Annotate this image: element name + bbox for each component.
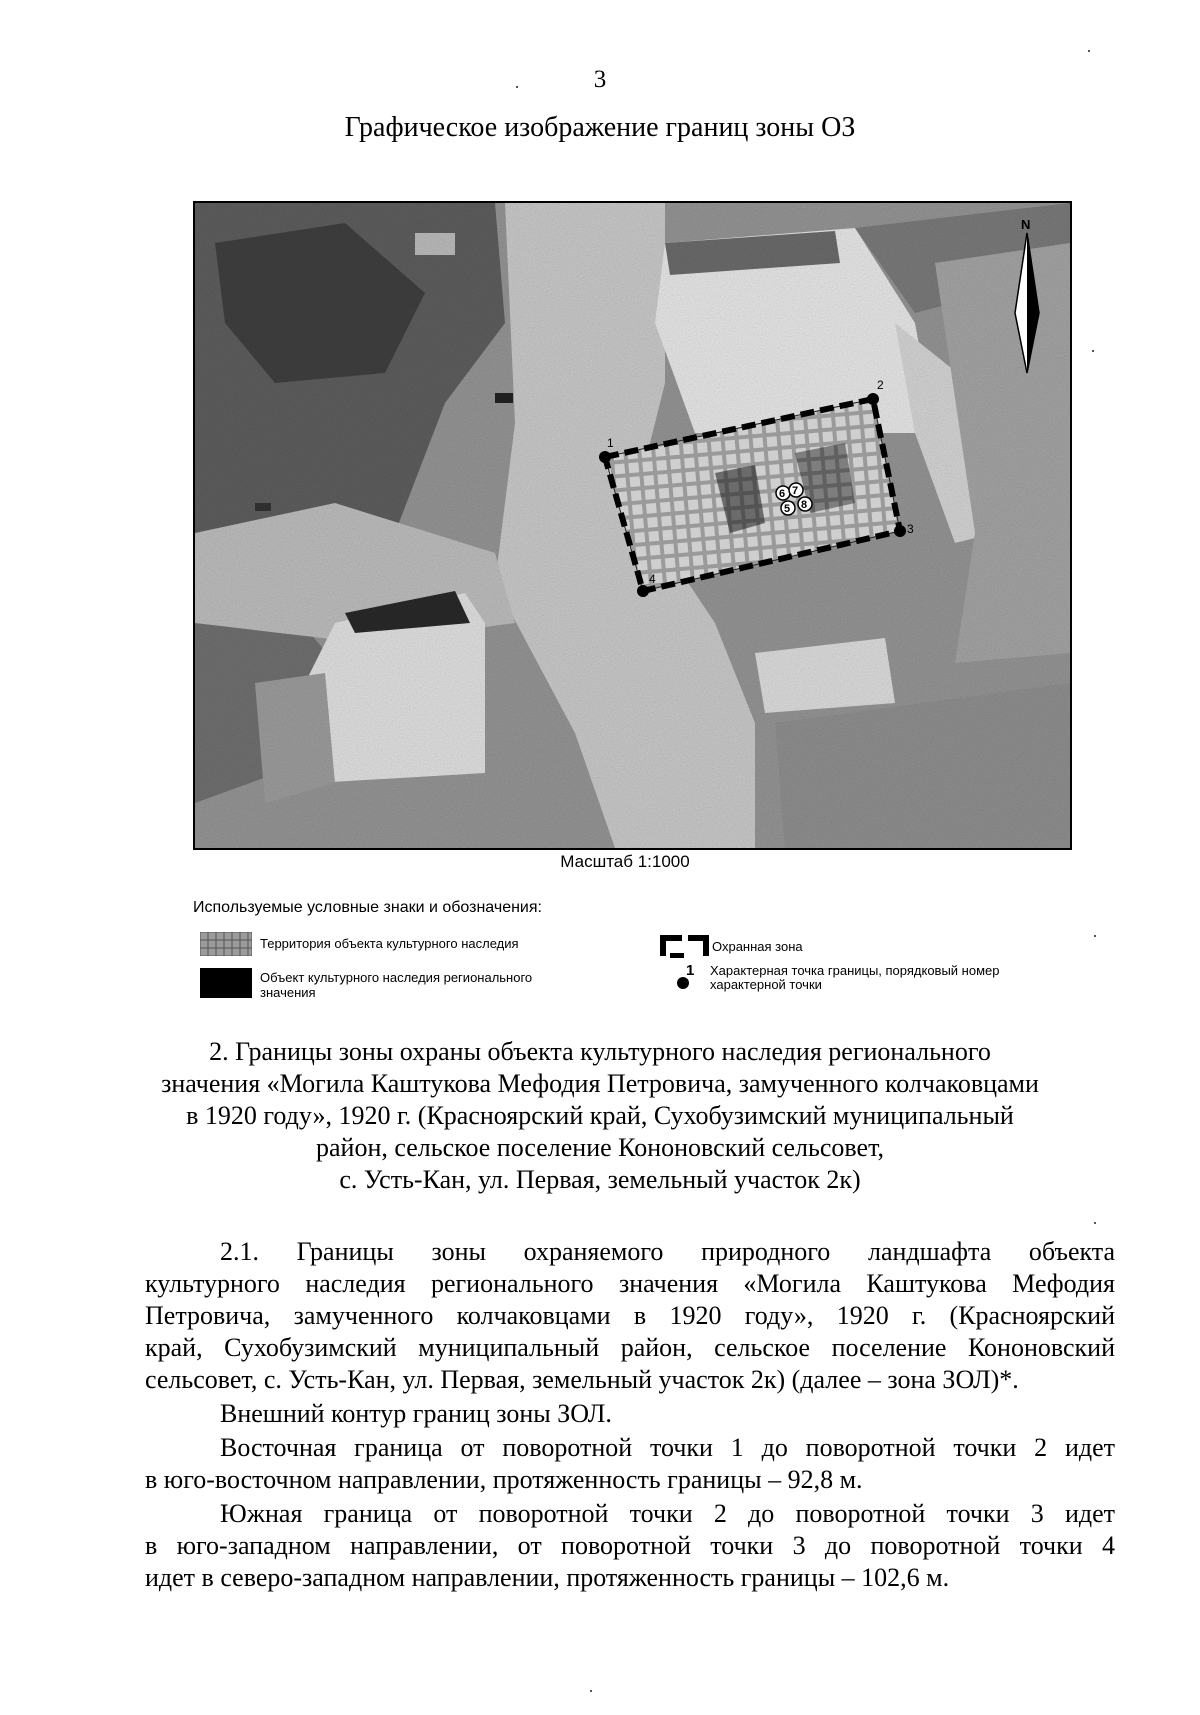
section-heading <box>140 1036 1060 1196</box>
scan-speck <box>516 86 518 88</box>
paragraph-east-boundary <box>145 1432 1115 1496</box>
legend-label-line2: значения <box>260 985 316 1000</box>
point-label: 1 <box>607 436 614 450</box>
point-label: 8 <box>801 499 808 511</box>
scan-speck <box>1088 50 1090 52</box>
aerial-map <box>193 201 1072 850</box>
hatched-grid-icon <box>200 932 252 959</box>
legend-item-point <box>672 962 1032 998</box>
paragraph-line: край, Сухобузимский муниципальный район, сельское поселение Кононовский <box>145 1333 1115 1362</box>
legend-item-heritage-object <box>200 968 620 1004</box>
page-title: Графическое изображение границ зоны ОЗ <box>344 112 856 143</box>
paragraph-line: Внешний контур границ зоны ЗОЛ. <box>220 1399 612 1428</box>
point-7 <box>789 483 803 497</box>
heading-line: в 1920 году», 1920 г. (Красноярский край, Сухобузимский муниципальный <box>186 1101 1014 1130</box>
legend-label: Охранная зона <box>712 939 803 954</box>
legend-item-protected-zone <box>660 932 960 958</box>
heading-line: 2. Границы зоны охраны объекта культурного наследия регионального <box>209 1037 991 1066</box>
scan-speck <box>590 1690 592 1692</box>
point-label: 6 <box>779 488 786 500</box>
legend-point-sample: 1 <box>686 962 695 979</box>
point-label: 4 <box>649 572 656 586</box>
paragraph-line: Южная граница от поворотной точки 2 до поворотной точки 3 идет <box>220 1499 1115 1528</box>
legend-title: Используемые условные знаки и обозначения: <box>193 899 542 916</box>
point-8 <box>798 497 812 511</box>
point-6 <box>776 486 790 500</box>
black-rectangle-icon <box>200 968 252 1001</box>
paragraph-line: культурного наследия регионального значения «Могила Каштукова Мефодия <box>145 1269 1115 1298</box>
heading-line: значения «Могила Каштукова Мефодия Петровича, замученного колчаковцами <box>161 1069 1039 1098</box>
point-label: 5 <box>784 503 791 515</box>
point-label: 3 <box>907 522 914 536</box>
map-scale: Масштаб 1:1000 <box>560 852 690 871</box>
heading-line: с. Усть-Кан, ул. Первая, земельный участок 2к) <box>339 1165 861 1194</box>
legend-label-line1: Объект культурного наследия регионального <box>260 970 533 985</box>
legend-item-territory <box>200 932 620 956</box>
point-label: 2 <box>877 378 884 392</box>
north-label: N <box>1021 217 1031 232</box>
point-5 <box>781 501 795 515</box>
scan-speck <box>1094 1222 1096 1224</box>
paragraph-2-1 <box>145 1236 1115 1396</box>
boundary-line-icon <box>660 932 710 961</box>
paragraph-outer-contour <box>145 1398 1115 1430</box>
scan-speck <box>1092 350 1094 352</box>
paragraph-line: 2.1. Границы зоны охраняемого природного ландшафта объекта <box>220 1237 1115 1266</box>
paragraph-line: Восточная граница от поворотной точки 1 до поворотной точки 2 идет <box>220 1433 1115 1462</box>
legend-label-line1: Характерная точка границы, порядковый номер <box>710 963 1000 978</box>
paragraph-line: сельсовет, с. Усть-Кан, ул. Первая, земельный участок 2к) (далее – зона ЗОЛ)*. <box>145 1365 1019 1394</box>
paragraph-line: Петровича, замученного колчаковцами в 1920 году», 1920 г. (Красноярский <box>145 1301 1115 1330</box>
paragraph-south-boundary <box>145 1498 1115 1594</box>
point-label: 7 <box>792 485 799 497</box>
legend-label: Территория объекта культурного наследия <box>260 936 519 951</box>
heading-line: район, сельское поселение Кононовский сельсовет, <box>316 1133 884 1162</box>
page-number: 3 <box>593 66 607 93</box>
scan-speck <box>1094 935 1096 937</box>
paragraph-line: в юго-восточном направлении, протяженность границы – 92,8 м. <box>145 1465 863 1494</box>
paragraph-line: идет в северо-западном направлении, протяженность границы – 102,6 м. <box>145 1563 950 1592</box>
legend-label-line2: характерной точки <box>710 977 822 992</box>
paragraph-line: в юго-западном направлении, от поворотной точки 3 до поворотной точки 4 <box>145 1531 1115 1560</box>
